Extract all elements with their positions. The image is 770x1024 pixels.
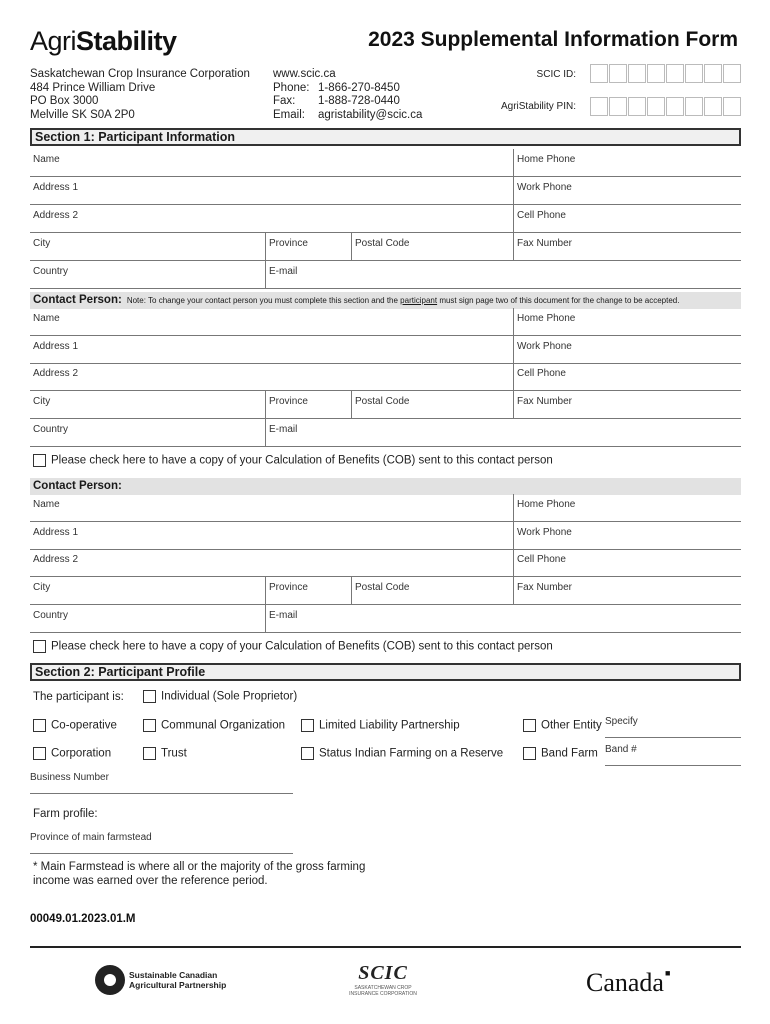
business-number-field[interactable]: Business Number <box>30 772 293 794</box>
c2-row-city <box>30 577 741 605</box>
section2-header: Section 2: Participant Profile <box>30 663 741 681</box>
c2-address1-field[interactable]: Address 1 <box>30 522 514 549</box>
pin-input[interactable] <box>590 97 742 116</box>
c1-cob-checkbox[interactable] <box>33 454 46 467</box>
s1-fax-field[interactable]: Fax Number <box>517 238 573 249</box>
s1-row-address1 <box>30 177 741 205</box>
band-farm-checkbox[interactable] <box>523 747 536 760</box>
c1-address1-field[interactable]: Address 1 <box>30 336 514 363</box>
leaf-icon <box>95 965 125 995</box>
band-number-field[interactable]: Band # <box>605 744 741 766</box>
contact1-note: Note: To change your contact person you must complete this section and the participant must sign page two of this document for the change to be accepted. <box>126 296 680 305</box>
c2-row-address1 <box>30 522 741 550</box>
s1-home-phone-field[interactable]: Home Phone <box>517 154 576 165</box>
footer-divider <box>30 946 741 948</box>
c2-home-phone-field[interactable]: Home Phone <box>517 499 576 510</box>
s1-row-address2 <box>30 205 741 233</box>
c2-cell-phone-field[interactable]: Cell Phone <box>517 554 566 565</box>
communal-checkbox[interactable] <box>143 719 156 732</box>
c1-country-field[interactable]: Country <box>30 419 266 446</box>
c2-address2-field[interactable]: Address 2 <box>30 549 514 576</box>
c1-fax-field[interactable]: Fax Number <box>517 396 573 407</box>
section1-header: Section 1: Participant Information <box>30 128 741 146</box>
c1-cob-option: Please check here to have a copy of your Calculation of Benefits (COB) sent to this contact person <box>33 454 553 467</box>
opt-band-farm: Band Farm <box>523 747 598 760</box>
opt-corporation: Corporation <box>33 747 111 760</box>
c1-city-field[interactable]: City <box>30 391 266 418</box>
other-entity-checkbox[interactable] <box>523 719 536 732</box>
llp-checkbox[interactable] <box>301 719 314 732</box>
s1-address2-field[interactable]: Address 2 <box>30 205 514 232</box>
scic-contact: www.scic.ca Phone: 1-866-270-8450 Fax: 1-888-728-0440 Email: agristability@scic.ca <box>273 68 423 121</box>
status-indian-checkbox[interactable] <box>301 747 314 760</box>
corporation-checkbox[interactable] <box>33 747 46 760</box>
opt-other-entity: Other Entity <box>523 719 602 732</box>
agristability-logo: AgriStability <box>30 26 177 56</box>
s1-row-name <box>30 149 741 177</box>
canada-flag-icon: ■ <box>664 968 671 978</box>
opt-communal: Communal Organization <box>143 719 285 732</box>
c1-email-field[interactable]: E-mail <box>269 424 298 435</box>
contact1-header: Contact Person: Note: To change your contact person you must complete this section and the participant must sign page two of this document for the change to be accepted. <box>30 292 741 309</box>
s1-email-field[interactable]: E-mail <box>269 266 298 277</box>
s1-name-field[interactable]: Name <box>30 149 514 176</box>
farmstead-footnote: * Main Farmstead is where all or the majority of the gross farming income was earned over the reference period. <box>33 861 366 887</box>
s1-row-country <box>30 261 741 289</box>
s1-country-field[interactable]: Country <box>30 261 266 288</box>
cooperative-checkbox[interactable] <box>33 719 46 732</box>
c2-work-phone-field[interactable]: Work Phone <box>517 527 572 538</box>
c2-cob-checkbox[interactable] <box>33 640 46 653</box>
specify-field[interactable]: Specify <box>605 716 741 738</box>
c2-row-address2 <box>30 549 741 577</box>
c1-row-address2 <box>30 363 741 391</box>
scic-logo: SCIC SASKATCHEWAN CROP INSURANCE CORPORATION <box>349 962 417 997</box>
c2-email-field[interactable]: E-mail <box>269 610 298 621</box>
c2-city-field[interactable]: City <box>30 577 266 604</box>
individual-checkbox[interactable] <box>143 690 156 703</box>
s1-city-field[interactable]: City <box>30 233 266 260</box>
s1-row-city <box>30 233 741 261</box>
contact2-header: Contact Person: <box>30 478 741 495</box>
c2-postal-code-field[interactable]: Postal Code <box>352 577 514 604</box>
c2-row-country <box>30 605 741 633</box>
c1-home-phone-field[interactable]: Home Phone <box>517 313 576 324</box>
s1-province-field[interactable]: Province <box>266 233 352 260</box>
opt-llp: Limited Liability Partnership <box>301 719 460 732</box>
c1-work-phone-field[interactable]: Work Phone <box>517 341 572 352</box>
opt-individual: Individual (Sole Proprietor) <box>143 690 297 703</box>
opt-trust: Trust <box>143 747 187 760</box>
trust-checkbox[interactable] <box>143 747 156 760</box>
c1-cell-phone-field[interactable]: Cell Phone <box>517 368 566 379</box>
s1-address1-field[interactable]: Address 1 <box>30 177 514 204</box>
scic-id-label: SCIC ID: <box>536 69 576 80</box>
c1-name-field[interactable]: Name <box>30 308 514 335</box>
c2-cob-option: Please check here to have a copy of your Calculation of Benefits (COB) sent to this contact person <box>33 640 553 653</box>
c1-row-name <box>30 308 741 336</box>
c1-row-address1 <box>30 336 741 364</box>
opt-cooperative: Co-operative <box>33 719 117 732</box>
province-main-farmstead-field[interactable]: Province of main farmstead <box>30 832 293 854</box>
s1-cell-phone-field[interactable]: Cell Phone <box>517 210 566 221</box>
s1-postal-code-field[interactable]: Postal Code <box>352 233 514 260</box>
c2-fax-field[interactable]: Fax Number <box>517 582 573 593</box>
c1-province-field[interactable]: Province <box>266 391 352 418</box>
participant-is-label: The participant is: <box>33 691 124 703</box>
c1-address2-field[interactable]: Address 2 <box>30 363 514 390</box>
c2-name-field[interactable]: Name <box>30 494 514 521</box>
c2-row-name <box>30 494 741 522</box>
opt-status-indian: Status Indian Farming on a Reserve <box>301 747 503 760</box>
c2-country-field[interactable]: Country <box>30 605 266 632</box>
form-code: 00049.01.2023.01.M <box>30 913 136 925</box>
c1-postal-code-field[interactable]: Postal Code <box>352 391 514 418</box>
canada-wordmark: Canada■ <box>586 968 671 997</box>
form-title: 2023 Supplemental Information Form <box>368 28 738 51</box>
scic-address: Saskatchewan Crop Insurance Corporation 484 Prince William Drive PO Box 3000 Melville SK S0A 2P0 <box>30 68 250 121</box>
s1-work-phone-field[interactable]: Work Phone <box>517 182 572 193</box>
farm-profile-label: Farm profile: <box>33 808 98 820</box>
sustainable-partnership-logo: Sustainable Canadian Agricultural Partnership <box>95 965 226 995</box>
scic-id-input[interactable] <box>590 64 742 83</box>
c1-row-country <box>30 419 741 447</box>
pin-label: AgriStability PIN: <box>500 101 576 112</box>
c2-province-field[interactable]: Province <box>266 577 352 604</box>
c1-row-city <box>30 391 741 419</box>
